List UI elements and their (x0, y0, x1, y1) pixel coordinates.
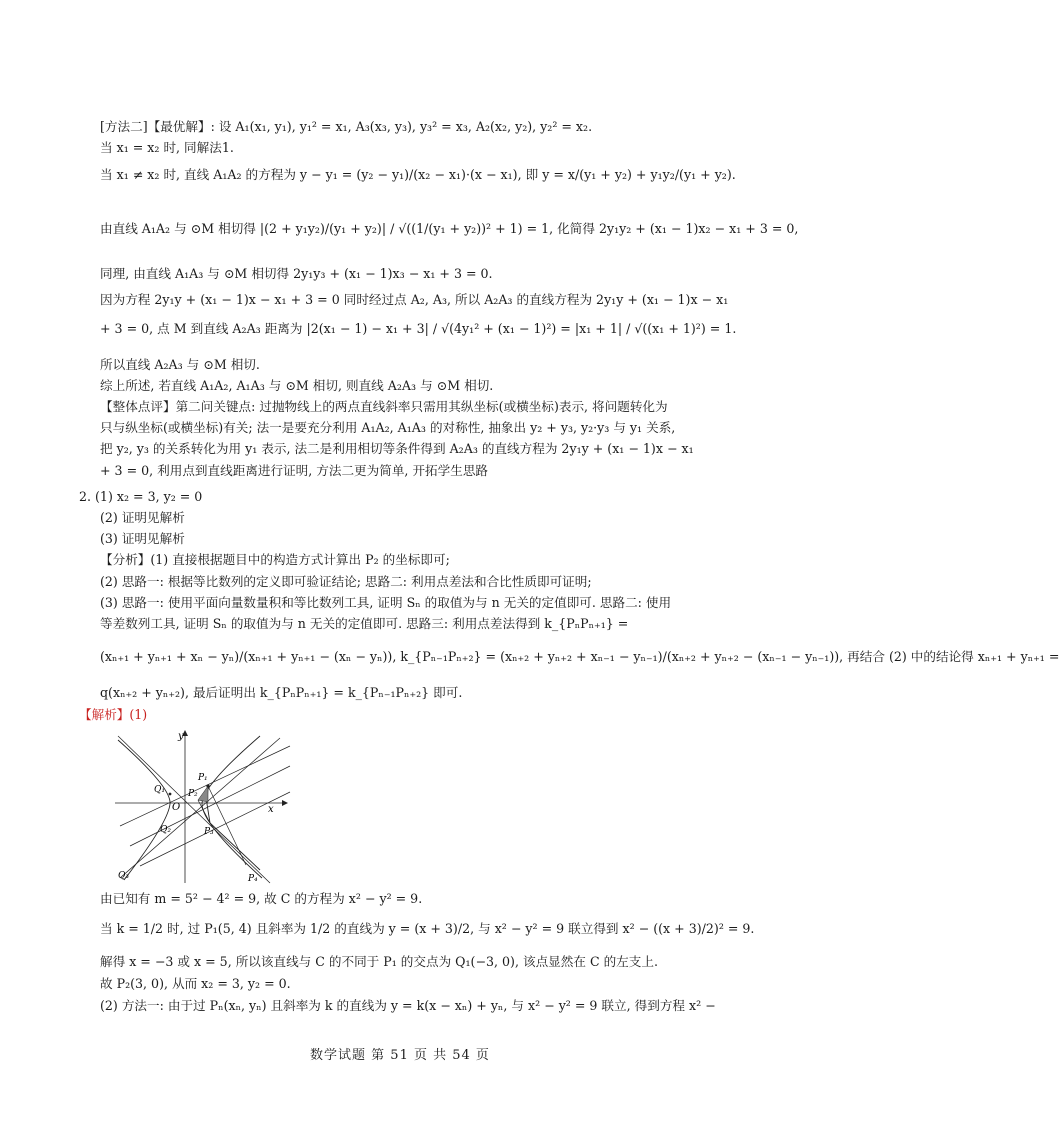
text-line: + 3 = 0, 利用点到直线距离进行证明, 方法二更为简单, 开拓学生思路 (100, 463, 489, 478)
text-line: 由已知有 m = 5² − 4² = 9, 故 C 的方程为 x² − y² = 9. (100, 891, 423, 906)
text-line: (3) 证明见解析 (100, 531, 185, 546)
text-line: 当 x₁ = x₂ 时, 同解法1. (100, 140, 234, 155)
text-line: 【分析】(1) 直接根据题目中的构造方式计算出 P₂ 的坐标即可; (100, 552, 450, 567)
point-label-Q3: Q₃ (118, 871, 129, 881)
text-line: 【解析】(1) (79, 707, 148, 722)
text-line: q(xₙ₊₂ + yₙ₊₂), 最后证明出 k_{PₙPₙ₊₁} = k_{Pₙ₋₁Pₙ₊₂} 即可. (100, 685, 463, 700)
text-line: (2) 证明见解析 (100, 510, 185, 525)
text-line: 当 k = 1/2 时, 过 P₁(5, 4) 且斜率为 1/2 的直线为 y = (x + 3)/2, 与 x² − y² = 9 联立得到 x² − ((x + 3)/2)² = 9. (100, 921, 755, 936)
text-line: (3) 思路一: 使用平面向量数量积和等比数列工具, 证明 Sₙ 的取值为与 n 无关的定值即可. 思路二: 使用 (100, 595, 672, 610)
text-line: 【整体点评】第二问关键点: 过抛物线上的两点直线斜率只需用其纵坐标(或横坐标)表示, 将问题转化为 (100, 399, 668, 414)
text-line: [方法二]【最优解】: 设 A₁(x₁, y₁), y₁² = x₁, A₃(x₃, y₃), y₃² = x₃, A₂(x₂, y₂), y₂² = x₂. (100, 119, 593, 134)
asymptote-line (118, 736, 270, 883)
point-label-P2: P₂ (188, 789, 198, 799)
text-line: 综上所述, 若直线 A₁A₂, A₁A₃ 与 ⊙M 相切, 则直线 A₂A₃ 与 ⊙M 相切. (100, 378, 494, 393)
origin-label: O (172, 802, 181, 813)
point-label-P1: P₁ (198, 773, 208, 783)
point-label-P3: P₃ (204, 827, 214, 837)
text-line: 同理, 由直线 A₁A₃ 与 ⊙M 相切得 2y₁y₃ + (x₁ − 1)x₃ − x₁ + 3 = 0. (100, 266, 493, 281)
text-line: 把 y₂, y₃ 的关系转化为用 y₁ 表示, 法二是利用相切等条件得到 A₂A₃ 的直线方程为 2y₁y + (x₁ − 1)x − x₁ (100, 441, 694, 456)
text-line: (xₙ₊₁ + yₙ₊₁ + xₙ − yₙ)/(xₙ₊₁ + yₙ₊₁ − (xₙ − yₙ)), k_{Pₙ₋₁Pₙ₊₂} = (xₙ₊₂ + yₙ₊₂ + xₙ₋₁ − yₙ₋₁)/(xₙ₊₂ + yₙ₊₂ − (xₙ₋₁ − yₙ₋₁)), 再结合 (2) 中的结论得 xₙ₊₁ + yₙ₊₁ = (100, 649, 1059, 664)
x-axis-arrow (282, 800, 288, 806)
text-line: (2) 思路一: 根据等比数列的定义即可验证结论; 思路二: 利用点差法和合比性质即可证明; (100, 574, 592, 589)
text-line: 故 P₂(3, 0), 从而 x₂ = 3, y₂ = 0. (100, 976, 291, 991)
text-line: 当 x₁ ≠ x₂ 时, 直线 A₁A₂ 的方程为 y − y₁ = (y₂ − y₁)/(x₂ − x₁)·(x − x₁), 即 y = x/(y₁ + y₂) + y₁y₂/(y₁ + y₂). (100, 167, 736, 182)
text-line: + 3 = 0, 点 M 到直线 A₂A₃ 距离为 |2(x₁ − 1) − x₁ + 3| / √(4y₁² + (x₁ − 1)²) = |x₁ + 1| / √((x₁ + 1)²) = 1. (100, 321, 737, 336)
hyperbola-figure (110, 728, 300, 888)
asymptote-line (120, 738, 280, 878)
text-line: (2) 方法一: 由于过 Pₙ(xₙ, yₙ) 且斜率为 k 的直线为 y = k(x − xₙ) + yₙ, 与 x² − y² = 9 联立, 得到方程 x² − (100, 998, 716, 1013)
x-axis-label: x (268, 804, 274, 815)
page-footer: 数学试题 第 51 页 共 54 页 (310, 1048, 490, 1063)
text-line: 只与纵坐标(或横坐标)有关; 法一是要充分利用 A₁A₂, A₁A₃ 的对称性, 抽象出 y₂ + y₃, y₂·y₃ 与 y₁ 关系, (100, 420, 676, 435)
y-axis-label: y (178, 731, 184, 742)
text-line: 解得 x = −3 或 x = 5, 所以该直线与 C 的不同于 P₁ 的交点为 Q₁(−3, 0), 该点显然在 C 的左支上. (100, 954, 658, 969)
point-P1 (206, 784, 209, 787)
point-label-Q2: Q₂ (160, 825, 171, 835)
hyperbola-right-branch (202, 736, 262, 878)
text-line: 因为方程 2y₁y + (x₁ − 1)x − x₁ + 3 = 0 同时经过点 A₂, A₃, 所以 A₂A₃ 的直线方程为 2y₁y + (x₁ − 1)x − x₁ (100, 292, 729, 307)
text-line: 等差数列工具, 证明 Sₙ 的取值为与 n 无关的定值即可. 思路三: 利用点差法得到 k_{PₙPₙ₊₁} = (100, 616, 629, 631)
text-line: 由直线 A₁A₂ 与 ⊙M 相切得 |(2 + y₁y₂)/(y₁ + y₂)| / √((1/(y₁ + y₂))² + 1) = 1, 化简得 2y₁y₂ + (x₁ − 1)x₂ − x₁ + 3 = 0, (100, 221, 799, 236)
point-label-Q1: Q₁ (154, 785, 165, 795)
point-Q1 (169, 793, 172, 796)
text-line: 所以直线 A₂A₃ 与 ⊙M 相切. (100, 357, 260, 372)
text-line: 2. (1) x₂ = 3, y₂ = 0 (79, 489, 203, 504)
construction-path (207, 786, 260, 870)
point-label-P4: P₄ (248, 874, 258, 884)
